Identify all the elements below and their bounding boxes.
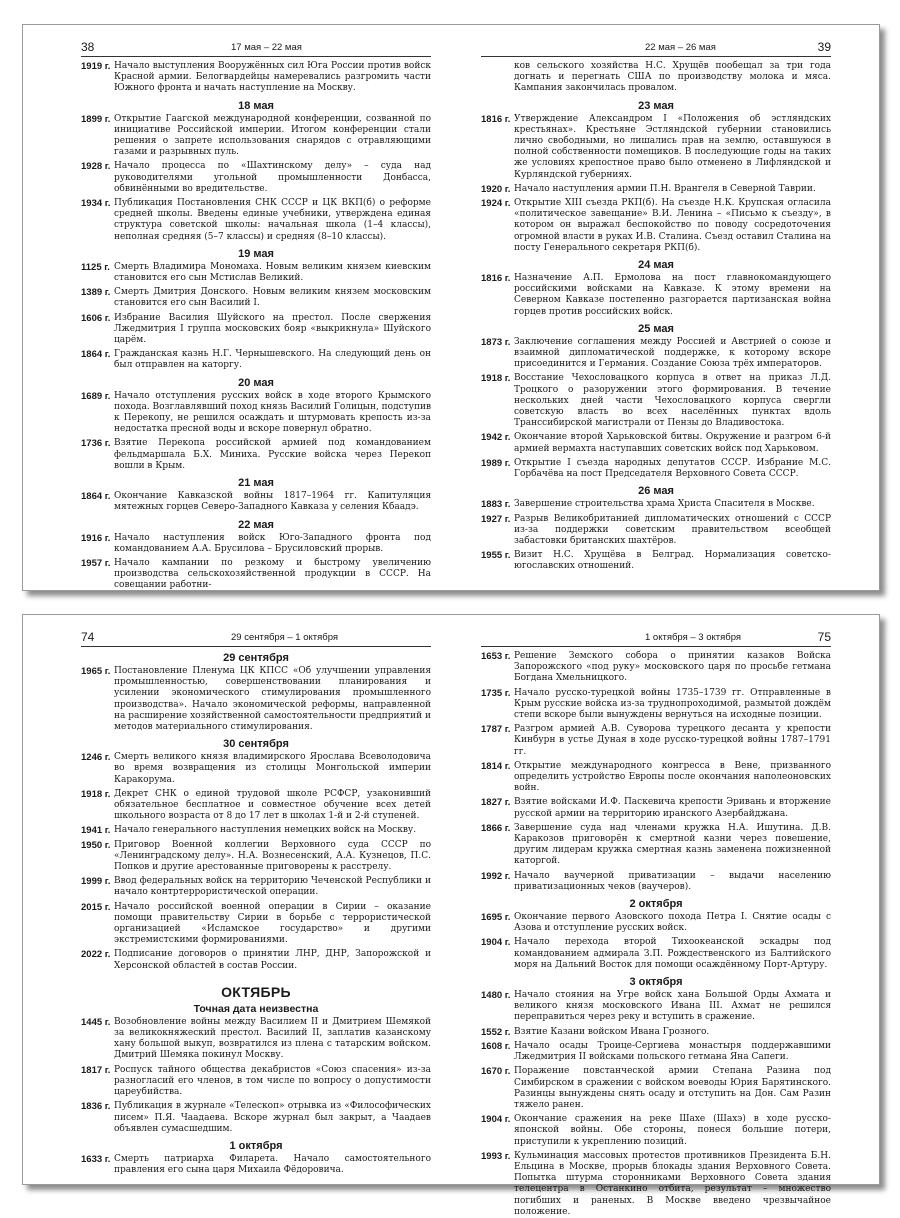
event-year: 1864 г. xyxy=(81,491,111,503)
event-entry xyxy=(481,114,831,181)
event-year: 1827 г. xyxy=(481,797,511,809)
event-year: 1873 г. xyxy=(481,336,511,348)
page-right xyxy=(481,25,831,590)
event-year: 2022 г. xyxy=(81,949,111,961)
event-entry xyxy=(481,688,831,722)
event-entry xyxy=(481,1041,831,1063)
event-entry xyxy=(481,1151,831,1218)
event-year: 1653 г. xyxy=(481,651,511,662)
event-text: Начало генерального наступления немецких войск на Москву. xyxy=(114,825,417,836)
event-text: Подписание договоров о принятии ЛНР, ДНР, Запорожской и Херсонской областей в состав России. xyxy=(114,949,431,971)
event-year: 1904 г. xyxy=(481,937,511,949)
event-year: 1927 г. xyxy=(481,513,511,525)
book-spread-bottom xyxy=(22,614,880,1217)
event-text: Смерть Владимира Мономаха. Новым великим князем киевским становится его сын Мстислав Великий. xyxy=(114,261,431,284)
page-number: 39 xyxy=(817,40,831,54)
event-text: Начало отступления русских войск в ходе второго Крымского похода. Возглавлявший поход князь Василий Голицын, подступив к Перекопу, не решился осаждать и штурмовать крепость из-за недостатка пресной воды и вскоре повернул обратно. xyxy=(114,390,432,435)
event-text: Возобновление войны между Василием II и Дмитрием Шемякой за великокняжеский престол. Василий II, заплатив казанскому хану большой выкуп, возвратился из плена с татарским войском. Дмитрий Шемяка покинул Москву. xyxy=(114,1016,431,1061)
event-entry xyxy=(81,752,431,786)
page-left xyxy=(81,25,431,590)
event-entry xyxy=(81,114,431,159)
event-year: 1883 г. xyxy=(481,499,511,511)
event-year: 1957 г. xyxy=(81,557,111,569)
date-heading: 20 мая xyxy=(238,376,274,389)
event-text: Начало осады Троице-Сергиева монастыря поддержавшими Лжедмитрия II войсками польского гетмана Яна Сапеги. xyxy=(514,1040,831,1063)
event-year: 1552 г. xyxy=(481,1026,511,1038)
event-entry xyxy=(81,349,431,371)
event-text: Приговор Военной коллегии Верховного суда СССР по «Ленинградскому делу». Н.А. Вознесенский, А.А. Кузнецов, П.С. Попков и другие арестованные приговорены к расстрелу. xyxy=(114,839,431,873)
event-text: Постановление Пленума ЦК КПСС «Об улучшении управления промышленностью, совершенствовании планирования и усилении экономического стимулирования промышленного производства». Начало экономической реформы, направленной на расширение хозяйственной самостоятельности предприятий и методов материального стимулирования. xyxy=(114,666,431,733)
event-entry xyxy=(481,337,831,371)
event-text: Смерть патриарха Филарета. Начало самостоятельного правления его сына царя Михаила Фёдоровича. xyxy=(114,1153,431,1176)
event-entry xyxy=(81,1101,431,1135)
event-year: 1918 г. xyxy=(81,788,111,800)
event-year: 1993 г. xyxy=(481,1150,511,1162)
event-entry xyxy=(481,823,831,868)
event-text: Открытие международного конгресса в Вене, призванного определить устройство Европы после окончания наполеоновских войн. xyxy=(514,760,831,794)
event-text: Смерть Дмитрия Донского. Новым великим князем московским становится его сын Василий I. xyxy=(114,287,431,309)
event-text: Ввод федеральных войск на территорию Чеченской Республики и начало контртеррористической операции. xyxy=(114,876,431,898)
running-header xyxy=(81,630,431,647)
event-entry xyxy=(481,273,831,318)
event-year: 1918 г. xyxy=(481,373,511,385)
event-entry xyxy=(481,871,831,893)
event-year: 1125 г. xyxy=(81,261,110,273)
date-heading: 26 мая xyxy=(638,485,674,498)
page-number: 74 xyxy=(81,630,95,644)
event-year: 1965 г. xyxy=(81,666,111,677)
event-year: 1736 г. xyxy=(81,438,111,450)
event-text: Декрет СНК о единой трудовой школе РСФСР, узаконивший обязательное бесплатное и совместное обучение всех детей школьного возраста от 8 до 17 лет в школах 1-й и 2-й ступеней. xyxy=(114,788,431,822)
running-title: 17 мая – 22 мая xyxy=(231,42,302,53)
event-entry xyxy=(81,287,431,309)
running-header xyxy=(81,40,431,57)
event-entry xyxy=(481,651,831,685)
event-text: Утверждение Александром I «Положения об эстляндских крестьянах». Крестьяне Эстляндской губернии становились лично свободными, но лишались прав на землю, оставшуюся в полной собственности помещиков. В последующие годы на таких же условиях крепостное право было отменено в Лифляндской и Курляндской губерниях. xyxy=(514,113,831,180)
event-year: 1480 г. xyxy=(481,990,511,1002)
event-year: 1920 г. xyxy=(481,183,511,195)
event-text: Гражданская казнь Н.Г. Чернышевского. На следующий день он был отправлен на каторгу. xyxy=(114,349,431,371)
event-year: 1695 г. xyxy=(481,912,511,924)
event-text: Открытие I съезда народных депутатов СССР. Избрание М.С. Горбачёва на пост Председателя Верховного Совета СССР. xyxy=(514,457,831,480)
event-entry xyxy=(481,499,831,510)
event-year: 1816 г. xyxy=(481,273,511,285)
event-text: Окончание сражения на реке Шахе (Шахэ) в ходе русско-японской войны. Обе стороны, понеся большие потери, приступили к укреплению позиций. xyxy=(514,1114,831,1147)
event-entry xyxy=(81,902,431,947)
section-subheading: Точная дата неизвестна xyxy=(193,1002,319,1015)
event-year: 1735 г. xyxy=(481,687,511,699)
event-entry xyxy=(81,198,431,243)
event-entry xyxy=(481,514,831,548)
event-entry xyxy=(81,789,431,823)
date-heading: 23 мая xyxy=(638,99,674,112)
event-text: Начало выступления Вооружённых сил Юга России против войск Красной армии. Белогвардейцы намеревались разгромить части Южного фронта и начать наступление на Москву. xyxy=(114,61,431,94)
event-entry xyxy=(81,949,431,971)
event-year: 1934 г. xyxy=(81,198,111,210)
event-year: 1787 г. xyxy=(481,724,511,736)
event-entry xyxy=(81,161,431,195)
event-entry xyxy=(481,990,831,1024)
event-year: 1864 г. xyxy=(81,349,111,361)
event-year: 1670 г. xyxy=(481,1066,511,1078)
date-heading: 21 мая xyxy=(238,477,274,490)
event-year: 1955 г. xyxy=(481,550,511,562)
event-year: 1919 г. xyxy=(81,61,111,72)
event-text: Поражение повстанческой армии Степана Разина под Симбирском в сражении с войском воеводы Юрия Барятинского. Разинцы вынуждены снять осаду и отступить на Дон. Сам Разин тяжело ранен. xyxy=(514,1066,831,1110)
event-text: Публикация Постановления СНК СССР и ЦК ВКП(б) о реформе средней школы. Введены единые учебники, утверждена единая структура советской школы: начальная школа (1–4 классы), неполная средняя (5–7 классы) и средняя (8–10 классы). xyxy=(114,198,431,242)
event-entry xyxy=(81,391,431,436)
page-content xyxy=(81,61,431,592)
event-entry xyxy=(481,373,831,429)
event-text: Окончание Кавказской войны 1817–1964 гг. Капитуляция мятежных горцев Северо-Западного Кавказа у селения Кбаадэ. xyxy=(114,491,431,513)
event-year: 1606 г. xyxy=(81,312,111,324)
date-heading: 24 мая xyxy=(638,259,674,272)
event-entry xyxy=(481,458,831,480)
event-year: 1992 г. xyxy=(481,870,511,882)
event-entry xyxy=(81,438,431,472)
event-text: Смерть великого князя владимирского Ярослава Всеволодовича во время возвращения из столицы Монгольской империи Каракорума. xyxy=(114,752,431,785)
event-year: 1389 г. xyxy=(81,287,111,299)
event-entry xyxy=(81,876,431,898)
event-text: Кульминация массовых протестов противников Президента Б.Н. Ельцина в Москве, прорыв блокады здания Верховного Совета. Попытка штурма сторонниками Верховного Совета здания телецентра в Останкино отбита, результат – множество погибших и раненых. В Москве введено чрезвычайное положение. xyxy=(514,1150,831,1217)
event-text: Начало ваучерной приватизации – выдачи населению приватизационных чеков (ваучеров). xyxy=(514,870,831,892)
event-entry xyxy=(481,912,831,934)
event-text: Заключение соглашения между Россией и Австрией о союзе и взаимной дипломатической поддержке, к которому вскоре присоединится и Германия. Создание Союза трёх императоров. xyxy=(514,336,831,370)
event-text: Восстание Чехословацкого корпуса в ответ на приказ Л.Д. Троцкого о разоружении этого формирования. В течение нескольких дней части Чехословацкого корпуса свергли советскую власть во всех населённых пунктах вдоль Транссибирской магистрали от Пензы до Владивостока. xyxy=(514,373,831,429)
date-heading: 22 мая xyxy=(238,518,274,531)
page-left xyxy=(81,615,431,1184)
event-text: Завершение суда над членами кружка Н.А. Ишутина. Д.В. Каракозов приговорён к смертной казни через повешение, другим лидерам кружка смертная казнь заменена пожизненной каторгой. xyxy=(514,822,831,867)
page-number: 38 xyxy=(81,40,95,54)
event-text: Начало кампании по резкому и быстрому увеличению производства сельскохозяйственной продукции в СССР. На совещании работни- xyxy=(114,557,431,591)
event-entry xyxy=(81,533,431,555)
event-entry xyxy=(81,262,431,284)
page-right xyxy=(481,615,831,1217)
event-year: 1816 г. xyxy=(481,113,511,125)
event-entry xyxy=(81,1017,431,1062)
event-text: Избрание Василия Шуйского на престол. После свержения Лжедмитрия I группа московских бояр «выкрикнула» Шуйского царём. xyxy=(114,312,431,346)
date-heading: 25 мая xyxy=(638,322,674,335)
event-text: Разрыв Великобританией дипломатических отношений с СССР из-за поддержки советским правительством всеобщей забастовки британских шахтёров. xyxy=(514,513,831,546)
date-heading: 1 октября xyxy=(229,1139,283,1152)
event-entry xyxy=(481,61,831,95)
event-text: Начало стояния на Угре войск хана Большой Орды Ахмата и великого князя московского Ивана III. Ахмат не решился переправиться через реку и вступить в сражение. xyxy=(514,990,831,1023)
running-header xyxy=(481,630,831,647)
event-text: Роспуск тайного общества декабристов «Союз спасения» из-за разногласий его членов, в том числе по вопросу о допустимости цареубийства. xyxy=(114,1064,431,1098)
event-text: Публикация в журнале «Телескоп» отрывка из «Философических писем» П.Я. Чаадаева. Вскоре журнал был закрыт, а Чаадаев объявлен сумасшедшим. xyxy=(114,1101,431,1134)
event-year: 1445 г. xyxy=(81,1016,111,1028)
running-header xyxy=(481,40,831,57)
page-content xyxy=(481,61,831,573)
event-entry xyxy=(481,1066,831,1111)
page-content xyxy=(81,652,431,1176)
event-text: Назначение А.П. Ермолова на пост главнокомандующего российскими войсками на Кавказе. К этому времени на Северном Кавказе постепенно разгорается партизанская война горцев против российских войск. xyxy=(514,273,831,317)
date-heading: 2 октября xyxy=(629,898,683,911)
event-year: 1689 г. xyxy=(81,390,111,402)
event-year: 1246 г. xyxy=(81,752,111,764)
event-text: Окончание первого Азовского похода Петра I. Снятие осады с Азова и отступление русских войск. xyxy=(514,912,831,934)
event-text: Открытие Гаагской международной конференции, созванной по инициативе Российской империи. Итогом конференции стали решения о запрете использования снарядов с отравляющими газами и разрывных пуль. xyxy=(114,113,431,158)
date-heading: 3 октября xyxy=(629,976,683,989)
event-text: Взятие войсками И.Ф. Паскевича крепости Эривань и вторжение русской армии на территорию иранского Азербайджана. xyxy=(514,797,831,819)
event-year: 1916 г. xyxy=(81,532,111,544)
event-text: Решение Земского собора о принятии казаков Войска Запорожского «под руку» московского царя по просьбе гетмана Богдана Хмельницкого. xyxy=(514,651,831,684)
event-entry xyxy=(481,797,831,819)
book-spread-top xyxy=(22,24,880,591)
event-text: Начало наступления армии П.Н. Врангеля в Северной Таврии. xyxy=(514,183,816,194)
event-entry xyxy=(81,558,431,592)
event-text: Открытие XIII съезда РКП(б). На съезде Н.К. Крупская огласила «политическое завещание» В.И. Ленина – «Письмо к съезду», в котором он выражал беспокойство по поводу сосредоточения огромной власти в руках И.В. Сталина. Съезд оставил Сталина на посту Генерального секретаря РКП(б). xyxy=(514,198,831,253)
running-title: 22 мая – 26 мая xyxy=(645,42,716,53)
event-entry xyxy=(81,825,431,836)
event-year: 1904 г. xyxy=(481,1114,511,1126)
event-entry xyxy=(81,1154,431,1176)
event-entry xyxy=(481,198,831,254)
event-year: 1633 г. xyxy=(81,1153,111,1165)
event-entry xyxy=(481,550,831,572)
event-entry xyxy=(81,491,431,513)
date-heading: 18 мая xyxy=(238,99,274,112)
event-text: Завершение строительства храма Христа Спасителя в Москве. xyxy=(514,499,815,510)
event-text: Начало наступления войск Юго-Западного фронта под командованием А.А. Брусилова – Брусиловский прорыв. xyxy=(114,532,431,554)
event-text: Начало перехода второй Тихоокеанской эскадры под командованием адмирала З.П. Рождественского из Балтийского моря на Дальний Восток для помощи осаждённому Порт-Артуру. xyxy=(514,937,831,970)
event-text: Взятие Перекопа российской армией под командованием фельдмаршала Б.Х. Миниха. Русские войска через Перекоп вошли в Крым. xyxy=(114,438,431,471)
date-heading: 30 сентября xyxy=(223,738,289,751)
event-entry xyxy=(81,313,431,347)
event-entry xyxy=(81,1065,431,1099)
event-text: Начало процесса по «Шахтинскому делу» – суда над руководителями угольной промышленности Донбасса, обвинёнными во вредительстве. xyxy=(114,161,431,194)
event-year: 1866 г. xyxy=(481,822,511,834)
event-text: Взятие Казани войском Ивана Грозного. xyxy=(514,1026,710,1037)
date-heading: 29 сентября xyxy=(223,652,289,664)
event-year: 1924 г. xyxy=(481,198,511,210)
event-text: Визит Н.С. Хрущёва в Белград. Нормализация советско-югославских отношений. xyxy=(514,550,831,572)
event-year: 1989 г. xyxy=(481,457,511,469)
date-heading: 19 мая xyxy=(238,247,274,260)
event-entry xyxy=(481,761,831,795)
event-year: 1817 г. xyxy=(81,1064,111,1076)
event-entry xyxy=(481,432,831,454)
event-year: 1899 г. xyxy=(81,113,111,125)
event-text: Разгром армией А.В. Суворова турецкого десанта у крепости Кинбурн в устье Дуная в ходе русско-турецкой войны 1787–1791 гг. xyxy=(514,724,831,757)
event-entry xyxy=(81,61,431,95)
event-entry xyxy=(81,840,431,874)
event-text: Начало русско-турецкой войны 1735–1739 гг. Отправленные в Крым русские войска из-за труднопроходимой, размытой дождём степи вскоре были вынуждены вернуться на исходные позиции. xyxy=(514,687,831,721)
event-entry xyxy=(81,666,431,733)
event-continuation: ков сельского хозяйства Н.С. Хрущёв пообещал за три года догнать и перегнать США по производству молока и мяса. Кампания закончилась провалом. xyxy=(514,61,831,94)
event-year: 1836 г. xyxy=(81,1101,111,1113)
month-heading: ОКТЯБРЬ xyxy=(221,983,291,1000)
event-year: 1608 г. xyxy=(481,1040,511,1052)
event-entry xyxy=(481,1027,831,1038)
running-title: 29 сентября – 1 октября xyxy=(231,632,339,643)
event-year: 1928 г. xyxy=(81,161,111,173)
event-year: 1999 г. xyxy=(81,876,111,888)
event-entry xyxy=(481,937,831,971)
event-year xyxy=(481,61,514,95)
event-year: 1941 г. xyxy=(81,825,111,837)
event-text: Окончание второй Харьковской битвы. Окружение и разгром 6-й армией вермахта наступавших советских войск под Харьковом. xyxy=(514,432,831,454)
event-year: 1942 г. xyxy=(481,432,511,444)
event-text: Начало российской военной операции в Сирии – оказание помощи правительству Сирии в борьбе с террористической организацией «Исламское государство» и другими экстремистскими формированиями. xyxy=(114,901,431,946)
event-year: 1950 г. xyxy=(81,839,111,851)
event-entry xyxy=(481,724,831,758)
event-year: 2015 г. xyxy=(81,901,111,913)
event-entry xyxy=(481,184,831,195)
event-year: 1814 г. xyxy=(481,760,511,772)
running-title: 1 октября – 3 октября xyxy=(645,632,742,643)
event-entry xyxy=(481,1114,831,1148)
page-number: 75 xyxy=(817,630,831,644)
page-content xyxy=(481,651,831,1218)
